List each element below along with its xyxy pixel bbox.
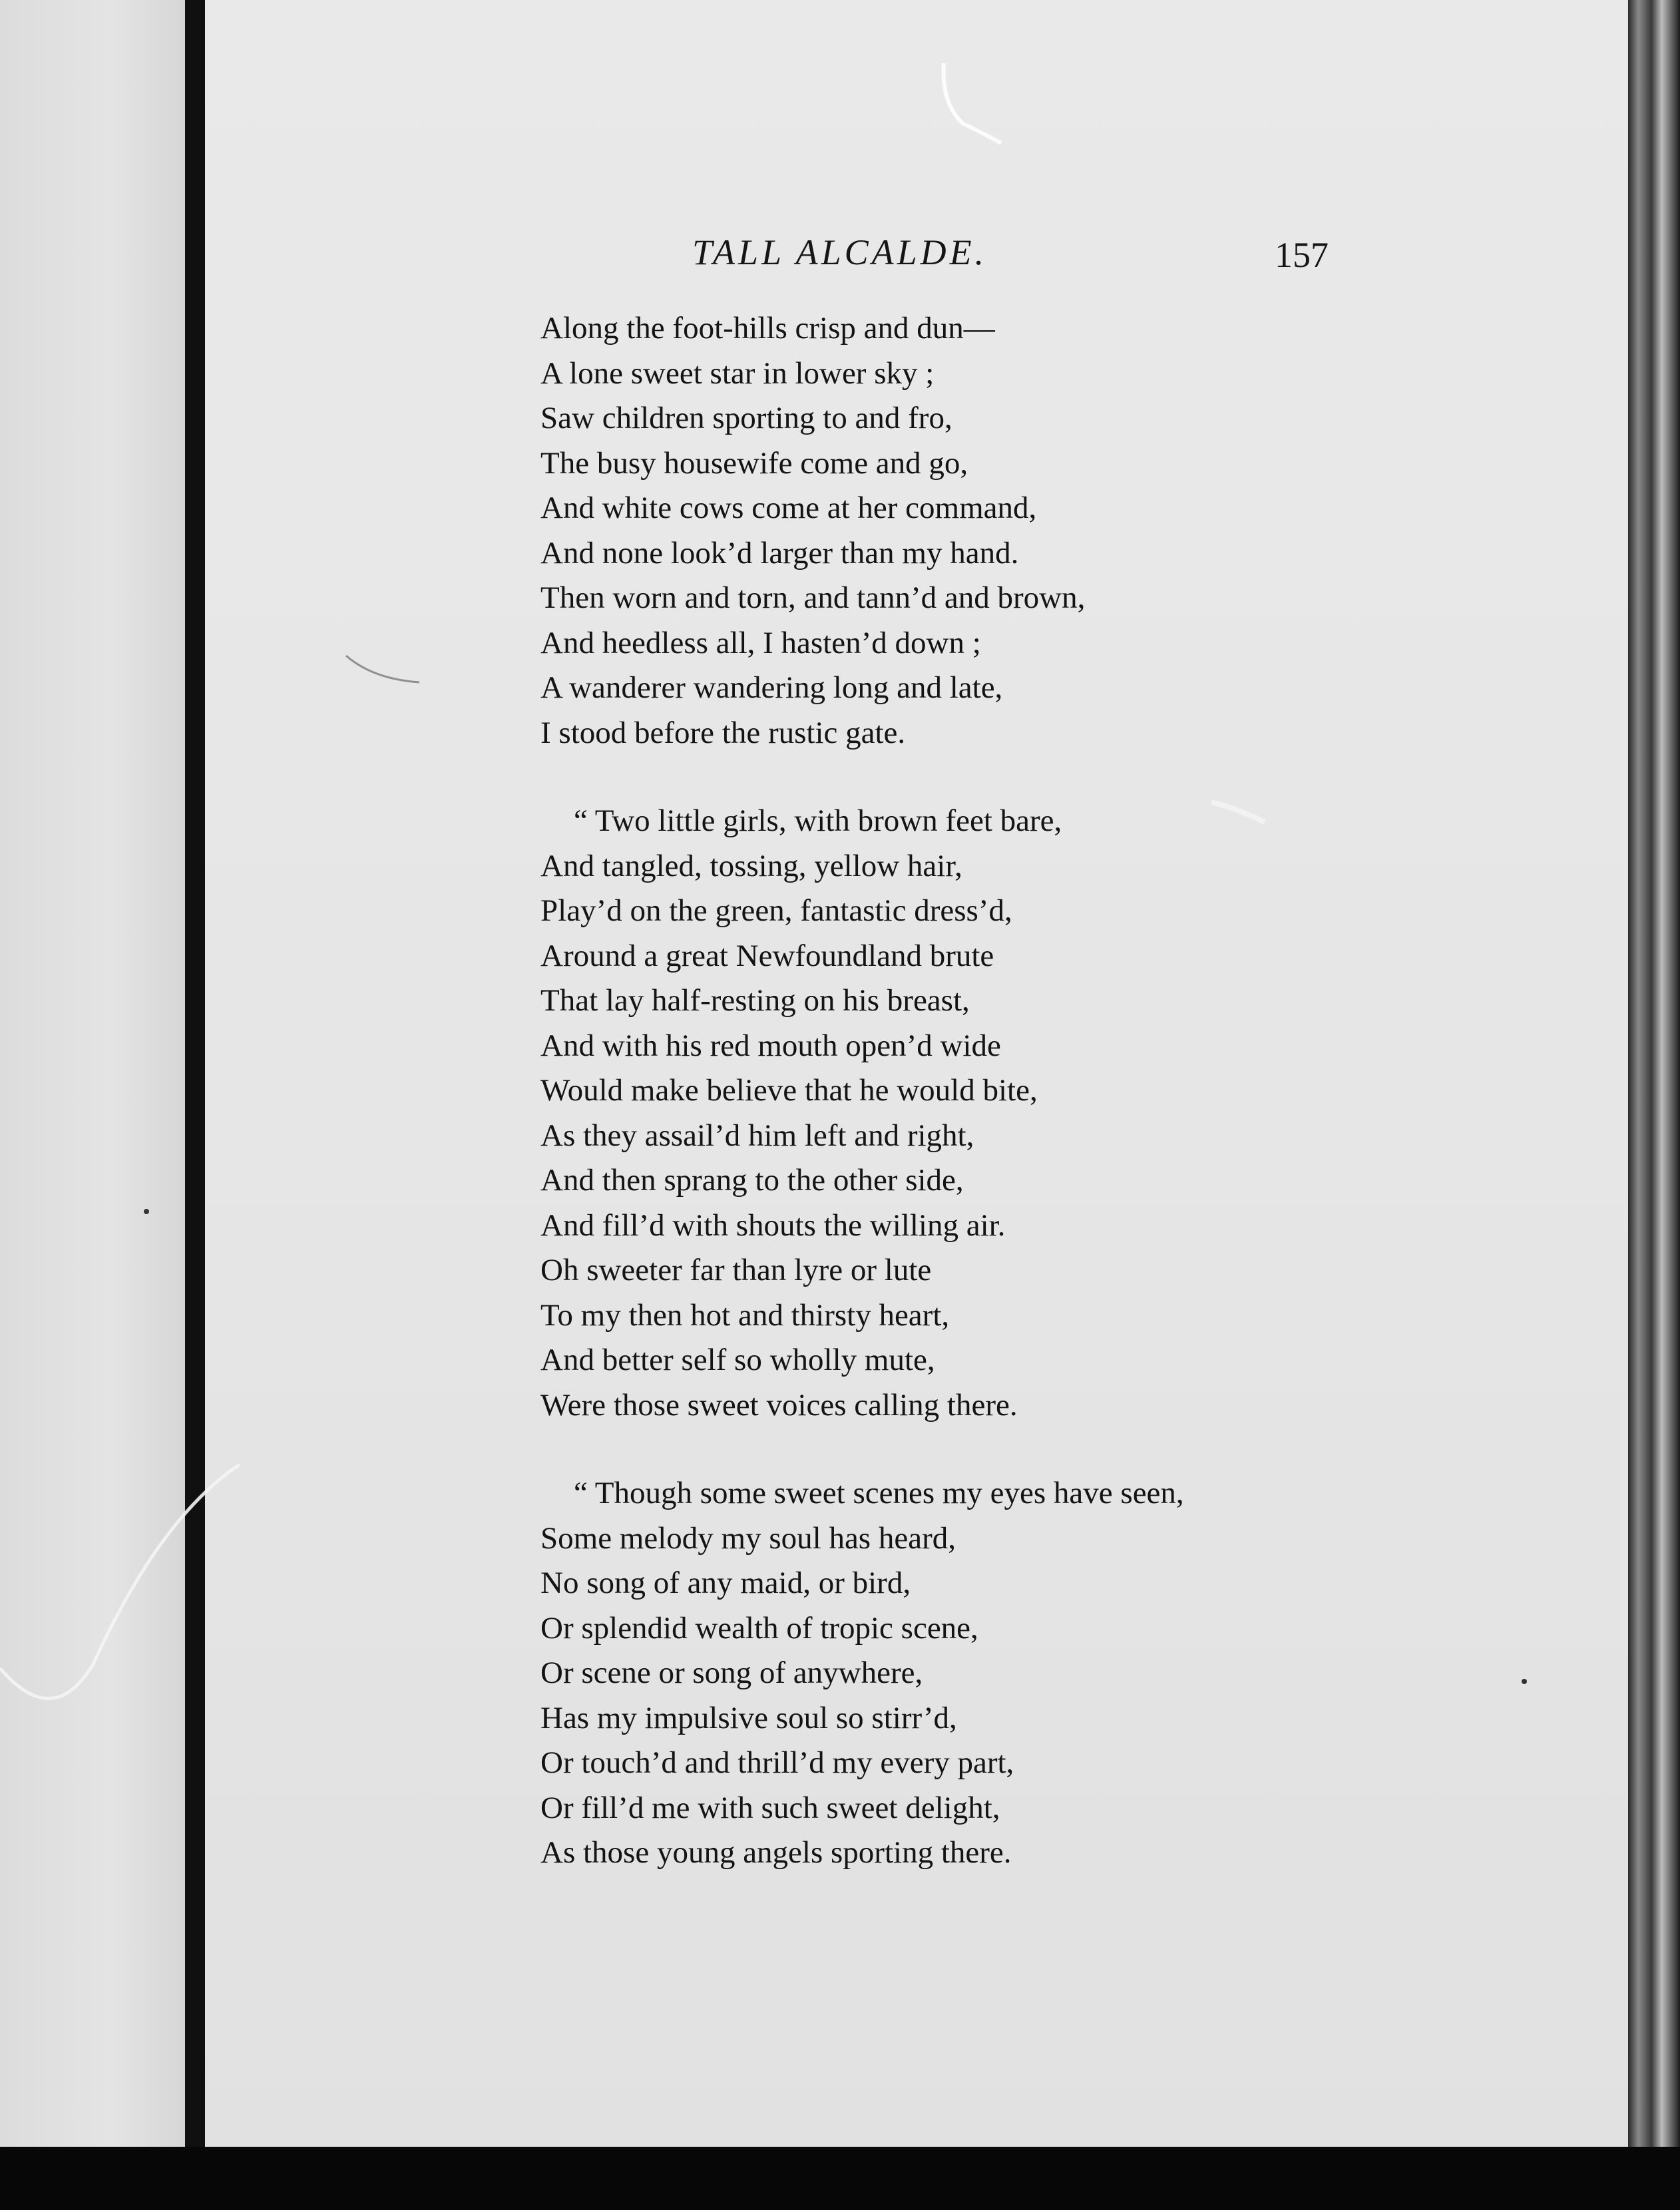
poem-line: Has my impulsive soul so stirr’d, xyxy=(540,1700,957,1735)
poem-text xyxy=(540,306,1339,1919)
poem-line: As those young angels sporting there. xyxy=(540,1835,1012,1870)
poem-line: A wanderer wandering long and late, xyxy=(540,670,1003,705)
stanza-2 xyxy=(540,799,1339,1428)
poem-line: A lone sweet star in lower sky ; xyxy=(540,355,935,391)
poem-line: Or scene or song of anywhere, xyxy=(540,1656,923,1690)
poem-line: And better self so wholly mute, xyxy=(540,1343,935,1377)
poem-line: And tangled, tossing, yellow hair, xyxy=(540,848,962,883)
poem-line: Were those sweet voices calling there. xyxy=(540,1387,1018,1423)
stanza-3 xyxy=(540,1471,1339,1876)
poem-line: Some melody my soul has heard, xyxy=(540,1520,956,1556)
running-head: TALL ALCALDE. xyxy=(692,232,988,272)
poem-line: Or splendid wealth of tropic scene, xyxy=(540,1610,978,1646)
poem-line: The busy housewife come and go, xyxy=(540,445,968,481)
poem-line: And with his red mouth open’d wide xyxy=(540,1028,1001,1063)
book-gutter xyxy=(185,0,205,2147)
page-right-edge xyxy=(1628,0,1680,2147)
poem-line: Would make believe that he would bite, xyxy=(540,1073,1038,1108)
poem-line: Around a great Newfoundland brute xyxy=(540,938,994,973)
poem-line: Or fill’d me with such sweet delight, xyxy=(540,1790,1000,1825)
scan-bottom-border xyxy=(0,2147,1680,2210)
poem-line: As they assail’d him left and right, xyxy=(540,1118,974,1153)
poem-line: And white cows come at her command, xyxy=(540,491,1037,525)
poem-line: And then sprang to the other side, xyxy=(540,1163,964,1198)
poem-line: And heedless all, I hasten’d down ; xyxy=(540,625,981,660)
poem-line: I stood before the rustic gate. xyxy=(540,715,906,750)
poem-line: Play’d on the green, fantastic dress’d, xyxy=(540,893,1012,928)
poem-line: To my then hot and thirsty heart, xyxy=(540,1297,950,1333)
stanza-1 xyxy=(540,306,1339,756)
poem-line: And none look’d larger than my hand. xyxy=(540,535,1019,570)
page-number: 157 xyxy=(1275,235,1329,275)
poem-line: Or touch’d and thrill’d my every part, xyxy=(540,1745,1014,1780)
poem-line: Oh sweeter far than lyre or lute xyxy=(540,1253,932,1287)
poem-line: “ Two little girls, with brown feet bare, xyxy=(574,803,1062,838)
poem-line: “ Though some sweet scenes my eyes have seen, xyxy=(574,1476,1184,1510)
poem-line: That lay half-resting on his breast, xyxy=(540,983,970,1018)
poem-line: Along the foot-hills crisp and dun— xyxy=(540,311,995,345)
poem-line: Saw children sporting to and fro, xyxy=(540,401,952,435)
poem-line: No song of any maid, or bird, xyxy=(540,1566,911,1600)
poem-line: Then worn and torn, and tann’d and brown, xyxy=(540,580,1086,615)
poem-line: And fill’d with shouts the willing air. xyxy=(540,1208,1006,1243)
facing-page-edge xyxy=(0,0,185,2147)
